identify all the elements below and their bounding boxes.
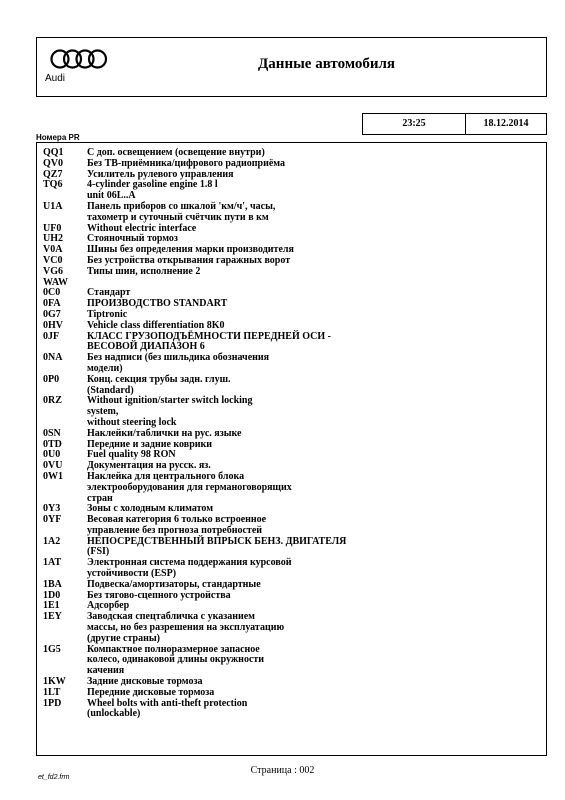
pr-description-line: тахометр и суточный счётчик пути в км (87, 211, 269, 223)
pr-code: 0SN (43, 427, 61, 439)
pr-description (87, 278, 546, 289)
pr-description-line: Передние дисковые тормоза (87, 686, 215, 698)
pr-row (43, 472, 546, 504)
pr-code: 0U0 (43, 449, 61, 461)
pr-description-line (87, 278, 546, 289)
pr-description (87, 299, 546, 310)
header-box (36, 37, 547, 97)
pr-description (87, 180, 546, 202)
pr-description (87, 645, 546, 677)
pr-code: 0JF (43, 330, 60, 342)
report-time: 23:25 (363, 114, 466, 134)
pr-code: 1EY (43, 611, 62, 623)
brand-name: Audi (45, 73, 66, 84)
pr-description-line: С доп. освещением (освещение внутри) (87, 147, 265, 158)
pr-description (87, 353, 546, 375)
pr-description-line: Конц. секция трубы задн. глуш. (87, 373, 231, 385)
pr-code: 0Y3 (43, 503, 61, 515)
pr-description-line: Fuel quality 98 RON (87, 449, 176, 461)
pr-description-line: Электронная система поддержания курсовой (87, 557, 292, 569)
report-date: 18.12.2014 (483, 118, 529, 129)
pr-row (43, 429, 546, 440)
pr-description-line: модели) (87, 362, 123, 374)
pr-code: 1G5 (43, 643, 61, 655)
pr-row (43, 159, 546, 170)
pr-description-line: электрооборудования для германоговорящих (87, 481, 292, 493)
pr-code: TQ6 (43, 179, 63, 191)
pr-row (43, 267, 546, 278)
pr-row (43, 699, 546, 721)
pr-code: U1A (43, 200, 63, 212)
pr-row (43, 180, 546, 202)
pr-code: 0NA (43, 352, 63, 364)
pr-description-line: (FSI) (87, 546, 110, 558)
pr-code: 1PD (43, 697, 62, 709)
pr-code: 0W1 (43, 470, 63, 482)
pr-description (87, 202, 546, 224)
page-title: Данные автомобиля (257, 56, 396, 72)
pr-description-line: (unlockable) (87, 708, 141, 720)
pr-description-line: устойчивости (ESP) (87, 568, 177, 580)
pr-description-line: КЛАСС ГРУЗОПОДЪЁМНОСТИ ПЕРЕДНЕЙ ОСИ - (87, 330, 331, 342)
pr-description-line: стран (87, 492, 113, 504)
pr-description (87, 472, 546, 504)
pr-description (87, 537, 546, 559)
pr-description (87, 429, 546, 440)
pr-row (43, 537, 546, 559)
pr-description-line: Without electric interface (87, 222, 197, 234)
pr-description-line: качения (87, 665, 125, 677)
pr-description-line: массы, но без разрешения на эксплуатацию (87, 622, 285, 634)
pr-description-line: Заводская спецтабличка с указанием (87, 611, 255, 623)
pr-description-line: unit 06L..A (87, 190, 136, 202)
pr-description-line: Без надписи (без шильдика обозначения (87, 352, 270, 364)
pr-row (43, 645, 546, 677)
pr-code: UF0 (43, 222, 62, 234)
pr-description-line: Типы шин, исполнение 2 (87, 265, 201, 277)
pr-description-line: НЕПОСРЕДСТВЕННЫЙ ВПРЫСК БЕНЗ. ДВИГАТЕЛЯ (87, 535, 347, 547)
pr-row (43, 515, 546, 537)
pr-description-line: Усилитель рулевого управления (87, 168, 234, 180)
pr-code: WAW (43, 276, 69, 288)
pr-description-line: Wheel bolts with anti-theft protection (87, 697, 248, 709)
pr-row (43, 396, 546, 428)
pr-description (87, 699, 546, 721)
pr-description-line: Зоны с холодным климатом (87, 503, 214, 515)
pr-description-line: Передние и задние коврики (87, 438, 213, 450)
pr-code: 0G7 (43, 308, 61, 320)
pr-description-line: 4-cylinder gasoline engine 1.8 l (87, 179, 218, 191)
pr-code: 0P0 (43, 373, 60, 385)
pr-description-line: Шины без определения марки производителя (87, 244, 294, 256)
pr-description-line: (Standard) (87, 384, 134, 396)
pr-description-line: Адсорбер (87, 600, 130, 612)
pr-code: 1KW (43, 676, 66, 688)
pr-code: 0FA (43, 298, 61, 310)
pr-description-line: Стандарт (87, 287, 131, 299)
page-number: Страница : 002 (250, 765, 315, 776)
pr-code: 1BA (43, 578, 62, 590)
pr-code: UH2 (43, 233, 63, 245)
pr-description-line: Наклейка для центрального блока (87, 470, 245, 482)
pr-description-line: Панель приборов со шкалой 'км/ч', часы, (87, 200, 276, 212)
pr-code: 0HV (43, 319, 63, 331)
pr-description-line: Весовая категория 6 только встроенное (87, 514, 267, 526)
pr-description (87, 267, 546, 278)
pr-code: 1A2 (43, 535, 61, 547)
pr-row (43, 375, 546, 397)
pr-description-line: Подвеска/амортизаторы, стандартные (87, 578, 261, 590)
section-label: Номера PR (36, 133, 80, 142)
pr-code: 1AT (43, 557, 62, 569)
pr-description-line: колесо, одинаковой длины окружности (87, 654, 265, 666)
pr-description-line: Without ignition/starter switch locking (87, 395, 253, 407)
pr-description-line: system, (87, 406, 119, 418)
pr-row (43, 558, 546, 580)
pr-description-line: Vehicle class differentiation 8K0 (87, 319, 225, 331)
pr-code: VG6 (43, 265, 63, 277)
pr-row (43, 202, 546, 224)
pr-code: 0RZ (43, 395, 62, 407)
form-id: et_fd2.frm (38, 774, 70, 781)
pr-description-line: Без тягово-сцепного устройства (87, 589, 231, 601)
pr-description (87, 558, 546, 580)
pr-row (43, 321, 546, 332)
pr-code: 1E1 (43, 600, 60, 612)
pr-description-line: without steering lock (87, 416, 177, 428)
pr-description-line: Документация на русск. яз. (87, 460, 211, 472)
pr-row (43, 332, 546, 354)
pr-description-line: Задние дисковые тормоза (87, 676, 203, 688)
pr-description-line: Компактное полноразмерное запасное (87, 643, 260, 655)
pr-code: QZ7 (43, 168, 63, 180)
pr-description-line: Без ТВ-приёмника/цифрового радиоприёма (87, 157, 286, 169)
pr-description-line: Наклейки/таблички на рус. языке (87, 427, 242, 439)
pr-description-line: Tiptronic (87, 308, 128, 320)
pr-description-line: (другие страны) (87, 632, 160, 644)
pr-code: VC0 (43, 254, 63, 266)
pr-description (87, 515, 546, 537)
pr-description (87, 612, 546, 644)
pr-code: 0YF (43, 514, 62, 526)
pr-code: V0A (43, 244, 63, 256)
pr-description-line: ВЕСОВОЙ ДИАПАЗОН 6 (87, 341, 205, 353)
pr-description (87, 159, 546, 170)
pr-description (87, 321, 546, 332)
pr-code: 0C0 (43, 287, 61, 299)
pr-description (87, 591, 546, 602)
pr-code: QQ1 (43, 147, 64, 158)
pr-description-line: ПРОИЗВОДСТВО STANDART (87, 298, 228, 310)
pr-description (87, 375, 546, 397)
pr-code: QV0 (43, 157, 63, 169)
pr-description (87, 396, 546, 428)
pr-code: 0TD (43, 438, 62, 450)
pr-description-line: Без устройства открывания гаражных ворот (87, 254, 291, 266)
pr-description-line: Стояночный тормоз (87, 233, 178, 245)
pr-code: 1LT (43, 686, 61, 698)
pr-codes-table (36, 142, 547, 756)
pr-code: 0VU (43, 460, 63, 472)
meta-box (362, 113, 547, 135)
pr-row (43, 612, 546, 644)
pr-row (43, 353, 546, 375)
pr-code: 1D0 (43, 589, 61, 601)
pr-description (87, 332, 546, 354)
pr-description-line: управление без прогноза потребностей (87, 524, 263, 536)
